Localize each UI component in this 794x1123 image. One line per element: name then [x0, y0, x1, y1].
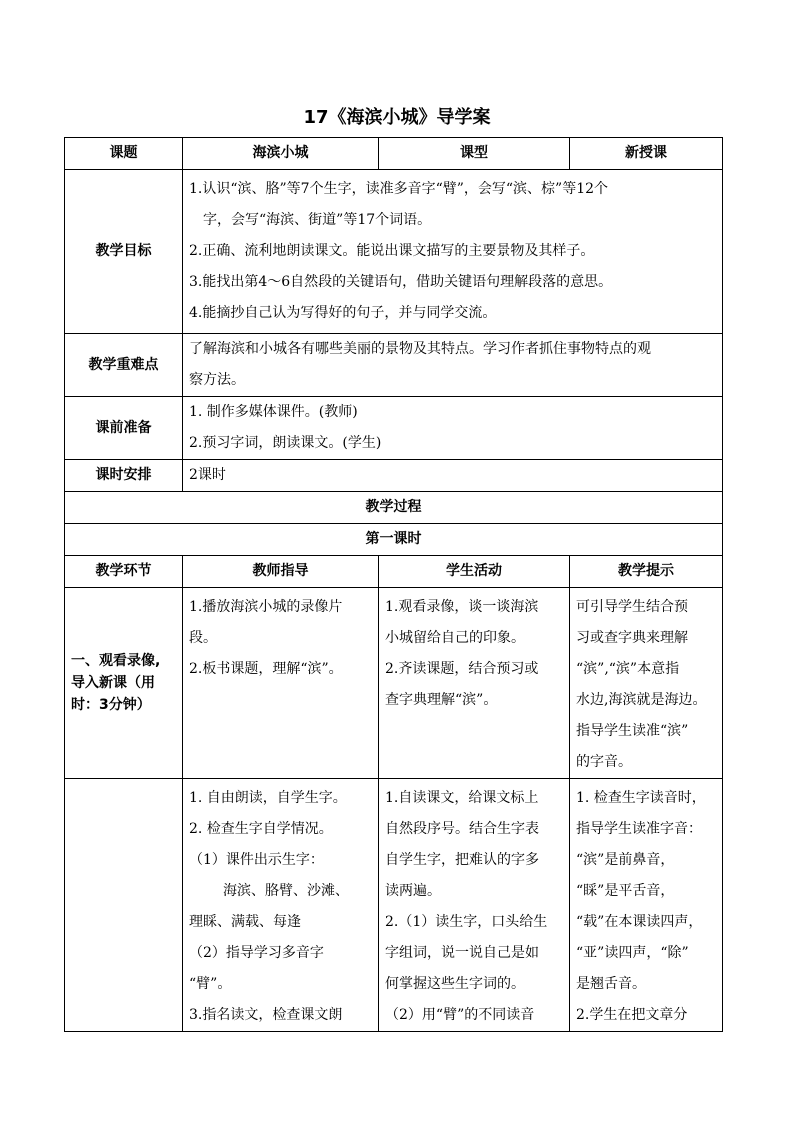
student-line: 小城留给自己的印象。 — [385, 630, 525, 646]
col-header-stage: 教学环节 — [65, 556, 183, 588]
column-header-row — [65, 556, 723, 588]
key-line: 了解海滨和小城各有哪些美丽的景物及其特点。学习作者抓住事物特点的观 — [189, 341, 651, 357]
goals-row — [65, 170, 723, 334]
stage-line: 时：3分钟） — [71, 697, 151, 713]
student-line: 自然段序号。结合生字表 — [385, 821, 539, 837]
prep-row — [65, 397, 723, 460]
tips-line: 指导学生读准“滨” — [576, 723, 689, 739]
teacher-line: （2）指导学习多音字 — [189, 945, 324, 961]
key-label: 教学重难点 — [65, 334, 183, 397]
teacher-cell — [183, 588, 379, 779]
key-line: 察方法。 — [189, 372, 245, 388]
table-row — [65, 588, 723, 779]
col-header-tips: 教学提示 — [570, 556, 723, 588]
student-cell — [379, 779, 570, 1032]
student-cell — [379, 588, 570, 779]
student-line: （2）用“臂”的不同读音 — [385, 1007, 535, 1023]
col-header-student: 学生活动 — [379, 556, 570, 588]
key-row — [65, 334, 723, 397]
tips-cell — [570, 588, 723, 779]
type-value: 新授课 — [570, 138, 723, 170]
tips-line: “睬”是平舌音， — [576, 883, 675, 899]
tips-line: 水边,海滨就是海边。 — [576, 692, 707, 708]
student-line: 读两遍。 — [385, 883, 441, 899]
student-line: 自学生字，把难认的字多 — [385, 852, 539, 868]
type-label: 课型 — [379, 138, 570, 170]
topic-label: 课题 — [65, 138, 183, 170]
hours-row — [65, 460, 723, 492]
lesson-title: 第一课时 — [65, 524, 723, 556]
student-line: 1.自读课文，给课文标上 — [385, 790, 539, 806]
hours-label: 课时安排 — [65, 460, 183, 492]
tips-line: “亚”读四声，“除” — [576, 945, 689, 961]
student-line: 2.（1）读生字，口头给生 — [385, 914, 548, 930]
teacher-line: 理睬、满载、每逢 — [189, 914, 301, 930]
topic-value: 海滨小城 — [183, 138, 379, 170]
goal-line: 2.正确、流利地朗读课文。能说出课文描写的主要景物及其样子。 — [189, 243, 595, 259]
tips-line: “滨”是前鼻音， — [576, 852, 675, 868]
hours-value: 2课时 — [183, 460, 723, 492]
student-line: 字组词，说一说自己是如 — [385, 945, 539, 961]
teacher-line: 海滨、胳臂、沙滩、 — [223, 883, 349, 899]
teacher-line: 1.播放海滨小城的录像片 — [189, 599, 343, 615]
teacher-line: “臂”。 — [189, 976, 232, 992]
prep-line: 2.预习字词，朗读课文。(学生) — [189, 435, 382, 451]
teacher-line: 1. 自由朗读，自学生字。 — [189, 790, 347, 806]
goal-line: 3.能找出第4～6自然段的关键语句，借助关键语句理解段落的意思。 — [189, 274, 613, 290]
goal-line: 字，会写“海滨、街道”等17个词语。 — [203, 212, 432, 228]
tips-line: 习或查字典来理解 — [576, 630, 688, 646]
key-cell — [183, 334, 723, 397]
prep-line: 1. 制作多媒体课件。(教师) — [189, 404, 358, 420]
tips-cell — [570, 779, 723, 1032]
stage-line: 导入新课（用 — [71, 675, 155, 691]
student-line: 何掌握这些生字词的。 — [385, 976, 525, 992]
prep-label: 课前准备 — [65, 397, 183, 460]
tips-line: 是翘舌音。 — [576, 976, 646, 992]
teacher-cell — [183, 779, 379, 1032]
goal-line: 1.认识“滨、胳”等7个生字，读准多音字“臂”，会写“滨、棕”等12个 — [189, 181, 609, 197]
tips-line: 的字音。 — [576, 754, 632, 770]
prep-cell — [183, 397, 723, 460]
teacher-line: （1）课件出示生字： — [189, 852, 324, 868]
goal-line: 4.能摘抄自己认为写得好的句子，并与同学交流。 — [189, 305, 497, 321]
student-line: 1.观看录像，谈一谈海滨 — [385, 599, 539, 615]
table-row — [65, 779, 723, 1032]
tips-line: 可引导学生结合预 — [576, 599, 688, 615]
teacher-line: 2. 检查生字自学情况。 — [189, 821, 333, 837]
lesson-row — [65, 524, 723, 556]
tips-line: 2.学生在把文章分 — [576, 1007, 688, 1023]
lesson-plan-table — [64, 137, 723, 1032]
page-title: 17《海滨小城》导学案 — [303, 107, 491, 128]
teacher-line: 2.板书课题，理解“滨”。 — [189, 661, 343, 677]
topic-row — [65, 138, 723, 170]
stage-line: 一、观看录像, — [71, 653, 161, 669]
teacher-line: 3.指名读文，检查课文朗 — [189, 1007, 343, 1023]
col-header-teacher: 教师指导 — [183, 556, 379, 588]
student-line: 2.齐读课题，结合预习或 — [385, 661, 539, 677]
teacher-line: 段。 — [189, 630, 217, 646]
tips-line: “载”在本课读四声， — [576, 914, 703, 930]
tips-line: “滨”,“滨”本意指 — [576, 661, 680, 677]
goals-cell — [183, 170, 723, 334]
stage-cell — [65, 779, 183, 1032]
stage-cell — [65, 588, 183, 779]
tips-line: 1. 检查生字读音时， — [576, 790, 706, 806]
process-title-row — [65, 492, 723, 524]
goals-label: 教学目标 — [65, 170, 183, 334]
process-title: 教学过程 — [65, 492, 723, 524]
student-line: 查字典理解“滨”。 — [385, 692, 498, 708]
tips-line: 指导学生读准字音： — [576, 821, 702, 837]
